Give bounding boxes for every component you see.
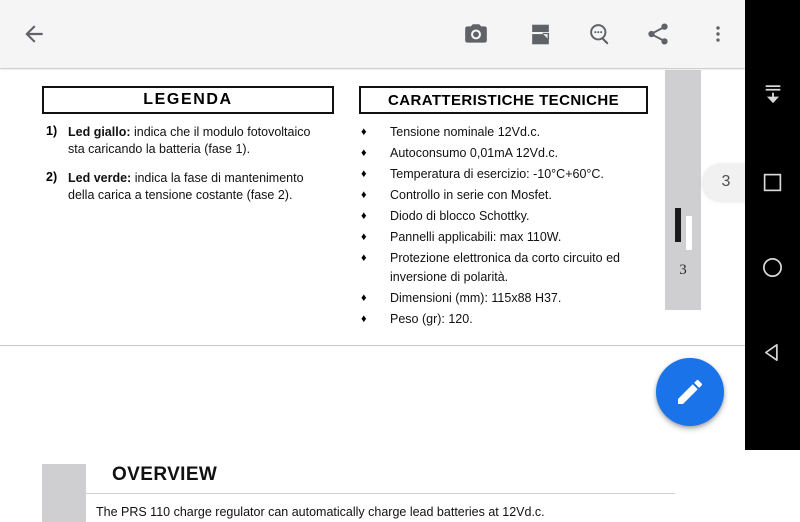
more-options-icon [707,22,729,46]
spec-item [359,289,649,308]
bullet-icon: ♦ [361,313,367,325]
legend-item-desc: indica che il modulo fotovoltaico sta caricando la batteria (fase 1). [68,125,311,156]
spec-item-text: Protezione elettronica da corto circuito ed inversione di polarità. [390,251,620,284]
spec-item-text: Autoconsumo 0,01mA 12Vd.c. [390,146,559,160]
spec-item [359,144,649,163]
spec-item-text: Dimensioni (mm): 115x88 H37. [390,291,562,305]
spec-item-text: Controllo in serie con Mosfet. [390,188,552,202]
hide-navbar-icon [762,83,784,105]
page-number-value: 3 [721,173,731,190]
legend-item-number: 2) [46,170,58,184]
legend-item-label: Led giallo: [68,125,131,139]
spec-item [359,310,649,329]
spec-item [359,228,649,247]
specs-title-box [359,86,648,114]
legend-item-number: 1) [46,124,58,138]
document-page-1[interactable] [0,68,745,345]
spec-item-text: Tensione nominale 12Vd.c. [390,125,541,139]
spec-item-text: Pannelli applicabili: max 110W. [390,230,562,244]
bullet-icon: ♦ [361,189,367,201]
scan-mark-white [686,216,692,250]
recents-button[interactable] [745,155,800,210]
spec-item [359,186,649,205]
document-viewport[interactable] [0,68,745,519]
spec-item [359,123,649,142]
legend-item-text [68,124,330,157]
overview-body-text: The PRS 110 charge regulator can automatically charge lead batteries at 12Vd.c. [96,505,545,519]
bullet-icon: ♦ [361,231,367,243]
back-button[interactable] [10,10,58,58]
search-icon [587,21,613,47]
legend-item-text [68,170,330,203]
overview-heading: OVERVIEW [112,464,218,485]
legend-title: LEGENDA [143,91,233,108]
bullet-icon: ♦ [361,292,367,304]
camera-button[interactable] [452,10,500,58]
spec-item-text: Temperatura di esercizio: -10°C+60°C. [390,167,604,181]
document-page-2[interactable] [0,354,745,519]
legend-list [42,124,342,216]
bullet-icon: ♦ [361,168,367,180]
home-icon [761,256,784,279]
legend-title-box [42,86,334,114]
overview-divider [86,493,675,494]
specs-title: CARATTERISTICHE TECNICHE [388,91,619,109]
back-icon [762,342,783,363]
back-nav-button[interactable] [745,325,800,380]
bullet-icon: ♦ [361,126,367,138]
legend-item [42,170,342,203]
bullet-icon: ♦ [361,210,367,222]
bullet-icon: ♦ [361,252,367,264]
specs-list [359,123,649,331]
scanned-page-number: 3 [679,262,687,278]
scan-mark-black [675,208,681,242]
legend-item-label: Led verde: [68,171,132,185]
legend-item [42,124,342,157]
app-toolbar [0,0,745,68]
home-button[interactable] [745,240,800,295]
scan-block-artifact [42,464,86,522]
back-arrow-icon [21,21,47,47]
spec-item-text: Peso (gr): 120. [390,312,473,326]
page-flip-icon [528,22,553,47]
spec-item [359,165,649,184]
share-icon [645,21,671,47]
bullet-icon: ♦ [361,147,367,159]
page-gap [0,346,745,354]
recents-icon [762,172,783,193]
spec-item [359,249,649,287]
camera-icon [463,21,489,47]
more-options-button[interactable] [696,10,740,58]
hide-navbar-button[interactable] [745,66,800,121]
search-button[interactable] [576,10,624,58]
android-navigation-bar [745,0,800,450]
share-button[interactable] [634,10,682,58]
legend-item-desc: indica la fase di mantenimento della carica a tensione costante (fase 2). [68,171,304,202]
page-flip-button[interactable] [516,10,564,58]
spec-item-text: Diodo di blocco Schottky. [390,209,530,223]
pencil-icon [674,376,706,408]
edit-fab-button[interactable] [656,358,724,426]
spec-item [359,207,649,226]
